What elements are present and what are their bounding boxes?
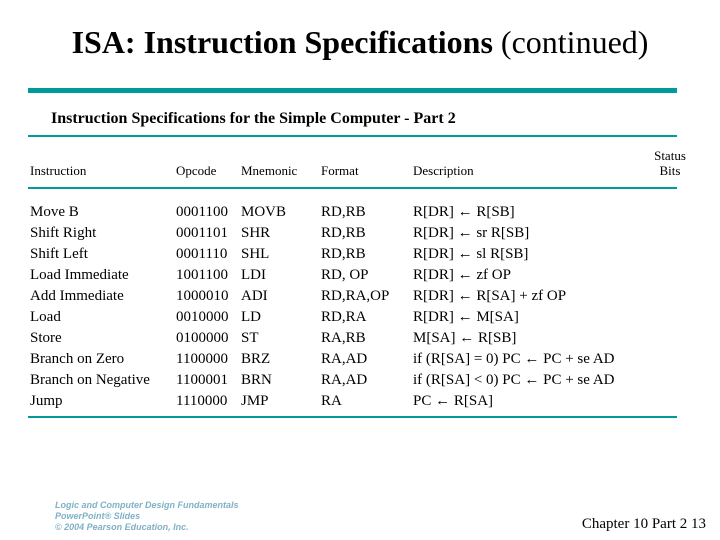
cell-format: RD,RB [321, 204, 366, 220]
cell-instruction: Load [30, 309, 61, 325]
cell-format: RA,AD [321, 372, 368, 388]
cell-description: R[DR] ← sl R[SB] [413, 246, 529, 262]
cell-instruction: Shift Right [30, 225, 97, 241]
cell-instruction: Jump [30, 393, 63, 409]
cell-instruction: Store [30, 330, 62, 346]
header-mnemonic: Mnemonic [241, 163, 298, 178]
column-description [413, 202, 615, 412]
cell-format: RD,RA [321, 309, 367, 325]
cell-format: RA,RB [321, 330, 366, 346]
cell-mnemonic: LD [241, 309, 261, 325]
header-status-bits [646, 148, 694, 178]
header-status-line2: Bits [659, 163, 681, 178]
header-opcode: Opcode [176, 163, 217, 178]
cell-instruction: Shift Left [30, 246, 88, 262]
table-top-rule [28, 135, 677, 137]
cell-opcode: 1001100 [176, 267, 228, 283]
cell-description: M[SA] ← R[SB] [413, 330, 517, 346]
column-instruction [30, 202, 150, 412]
cell-opcode: 0001101 [176, 225, 228, 241]
cell-description: R[DR] ← zf OP [413, 267, 511, 283]
cell-instruction: Add Immediate [30, 288, 124, 304]
cell-instruction: Move B [30, 204, 79, 220]
logo-line-1: Logic and Computer Design Fundamentals [55, 500, 239, 510]
cell-opcode: 0001110 [176, 246, 228, 262]
cell-format: RA,AD [321, 351, 368, 367]
publisher-logo [55, 500, 239, 533]
cell-mnemonic: ST [241, 330, 259, 346]
slide-title-sub: (continued) [492, 24, 649, 60]
cell-instruction: Branch on Zero [30, 351, 125, 367]
column-opcode [176, 202, 229, 412]
header-status-line1: Status [654, 148, 686, 163]
logo-line-3: © 2004 Pearson Education, Inc. [55, 522, 189, 532]
cell-format: RD, OP [321, 267, 369, 283]
cell-opcode: 1110000 [176, 393, 228, 409]
cell-opcode: 0010000 [176, 309, 229, 325]
cell-mnemonic: BRZ [241, 351, 271, 367]
cell-mnemonic: BRN [241, 372, 272, 388]
cell-mnemonic: MOVB [241, 204, 287, 220]
cell-description: if (R[SA] = 0) PC ← PC + se AD [413, 351, 615, 367]
cell-format: RD,RB [321, 246, 366, 262]
slide-title [0, 22, 720, 62]
slide-title-main: ISA: Instruction Specifications [71, 24, 493, 60]
cell-mnemonic: LDI [241, 267, 266, 283]
table-bottom-rule [28, 416, 677, 418]
header-description: Description [413, 163, 474, 178]
cell-description: if (R[SA] < 0) PC ← PC + se AD [413, 372, 615, 388]
column-mnemonic [241, 202, 286, 412]
cell-opcode: 1000010 [176, 288, 229, 304]
title-rule [28, 88, 677, 93]
cell-instruction: Load Immediate [30, 267, 129, 283]
cell-description: R[DR] ← sr R[SB] [413, 225, 530, 241]
cell-description: R[DR] ← R[SB] [413, 204, 515, 220]
cell-format: RA [321, 393, 342, 409]
cell-mnemonic: JMP [241, 393, 269, 409]
header-rule [28, 187, 677, 189]
cell-format: RD,RB [321, 225, 366, 241]
header-format: Format [321, 163, 359, 178]
column-format [321, 202, 389, 412]
logo-line-2: PowerPoint® Slides [55, 511, 141, 521]
chapter-page-label: Chapter 10 Part 2 13 [581, 516, 706, 532]
cell-description: R[DR] ← M[SA] [413, 309, 519, 325]
cell-mnemonic: ADI [241, 288, 268, 304]
cell-format: RD,RA,OP [321, 288, 390, 304]
cell-opcode: 0001100 [176, 204, 228, 220]
cell-mnemonic: SHL [241, 246, 270, 262]
cell-opcode: 0100000 [176, 330, 229, 346]
cell-opcode: 1100001 [176, 372, 228, 388]
table-subtitle: Instruction Specifications for the Simple Computer - Part 2 [51, 110, 456, 127]
cell-description: R[DR] ← R[SA] + zf OP [413, 288, 567, 304]
cell-mnemonic: SHR [241, 225, 271, 241]
cell-instruction: Branch on Negative [30, 372, 150, 388]
header-instruction: Instruction [30, 163, 87, 178]
cell-opcode: 1100000 [176, 351, 228, 367]
cell-description: PC ← R[SA] [413, 393, 494, 409]
